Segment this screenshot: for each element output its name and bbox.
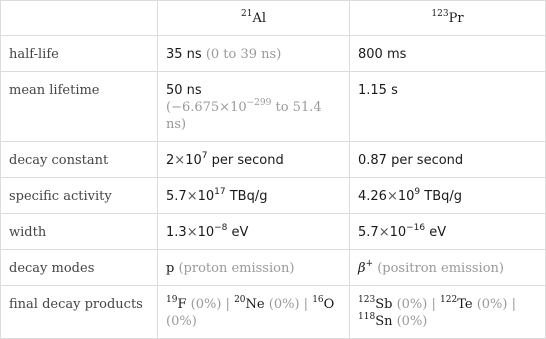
product-item: $^{122}$Te (0%) bbox=[440, 294, 508, 312]
row-decay-modes bbox=[1, 250, 546, 286]
decay-constant-al: $2\times 10^7$ per second bbox=[158, 142, 350, 178]
row-decay-constant bbox=[1, 142, 546, 178]
product-item: $^{16}$O (0%) bbox=[166, 294, 335, 329]
row-mean-lifetime bbox=[1, 72, 546, 142]
product-item: $^{123}$Sb (0%) bbox=[358, 294, 428, 312]
row-half-life bbox=[1, 36, 546, 72]
row-final-decay-products bbox=[1, 286, 546, 339]
decay-modes-pr: β+ (positron emission) bbox=[350, 250, 546, 286]
width-al: $1.3\times 10^{-8}$ eV bbox=[158, 214, 350, 250]
row-specific-activity bbox=[1, 178, 546, 214]
row-label: decay constant bbox=[1, 142, 158, 178]
product-item: $^{19}$F (0%) bbox=[166, 294, 222, 312]
product-item: $^{20}$Ne (0%) bbox=[234, 294, 300, 312]
row-label: decay modes bbox=[1, 250, 158, 286]
header-empty-cell bbox=[1, 1, 158, 36]
row-label: half-life bbox=[1, 36, 158, 72]
specific-activity-al: $5.7\times 10^{17}$ TBq/g bbox=[158, 178, 350, 214]
mean-lifetime-al: 50 ns ($-6.675\times 10^{-299}$ to 51.4 ns) bbox=[158, 72, 350, 142]
half-life-pr: 800 ms bbox=[350, 36, 546, 72]
header-praseodymium-123: $^{123}$Pr bbox=[350, 1, 546, 36]
final-products-al: $^{19}$F (0%) | $^{20}$Ne (0%) | $^{16}$O (0%) bbox=[158, 286, 350, 339]
row-label: specific activity bbox=[1, 178, 158, 214]
row-label: mean lifetime bbox=[1, 72, 158, 142]
half-life-al: 35 ns (0 to 39 ns) bbox=[158, 36, 350, 72]
product-item: $^{118}$Sn (0%) bbox=[358, 311, 428, 329]
header-row bbox=[1, 1, 546, 36]
decay-constant-pr: 0.87 per second bbox=[350, 142, 546, 178]
mean-lifetime-pr: 1.15 s bbox=[350, 72, 546, 142]
width-pr: $5.7\times 10^{-16}$ eV bbox=[350, 214, 546, 250]
row-label: final decay products bbox=[1, 286, 158, 339]
header-aluminium-21: $^{21}$Al bbox=[158, 1, 350, 36]
row-label: width bbox=[1, 214, 158, 250]
specific-activity-pr: $4.26\times 10^9$ TBq/g bbox=[350, 178, 546, 214]
final-products-pr: $^{123}$Sb (0%) | $^{122}$Te (0%) | $^{118}$Sn (0%) bbox=[350, 286, 546, 339]
decay-modes-al: p (proton emission) bbox=[158, 250, 350, 286]
row-width bbox=[1, 214, 546, 250]
